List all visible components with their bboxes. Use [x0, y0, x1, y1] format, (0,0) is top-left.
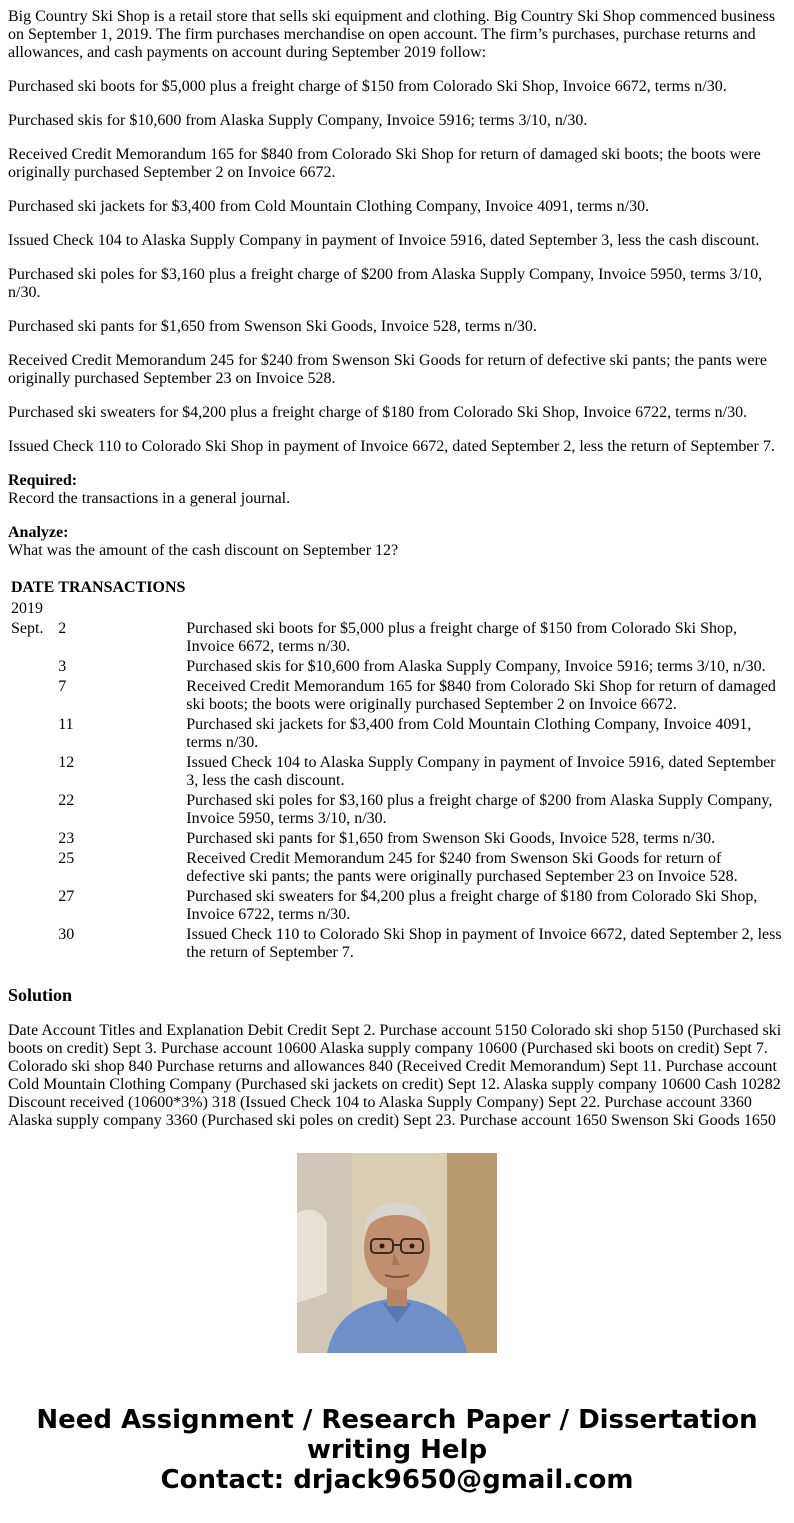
transaction-paragraph: Purchased ski pants for $1,650 from Swenson Ski Goods, Invoice 528, terms n/30. [8, 318, 537, 335]
solution-title: Solution [8, 985, 73, 1005]
required-section [8, 472, 786, 508]
day-cell: 12 [58, 754, 75, 771]
transaction-paragraph: Purchased ski jackets for $3,400 from Cold Mountain Clothing Company, Invoice 4091, terms n/30. [8, 198, 650, 215]
description-cell: Purchased ski sweaters for $4,200 plus a freight charge of $180 from Colorado Ski Shop, Invoice 6722, terms n/30. [186, 888, 758, 923]
transaction-paragraph: Received Credit Memorandum 245 for $240 from Swenson Ski Goods for return of defective ski pants; the pants were originally purchased September 23 on Invoice 528. [8, 352, 767, 387]
transaction-paragraph: Purchased ski boots for $5,000 plus a freight charge of $150 from Colorado Ski Shop, Invoice 6672, terms n/30. [8, 78, 727, 95]
description-cell: Purchased ski poles for $3,160 plus a freight charge of $200 from Alaska Supply Company, Invoice 5950, terms 3/10, n/30. [186, 792, 773, 827]
table-row [10, 620, 784, 656]
table-row [10, 792, 784, 828]
analyze-text: What was the amount of the cash discount on September 12? [8, 542, 399, 559]
table-row [10, 678, 784, 714]
table-row [10, 754, 784, 790]
date-header: DATE [11, 579, 55, 596]
author-avatar [297, 1153, 497, 1353]
day-cell: 27 [58, 888, 75, 905]
transaction-paragraph: Issued Check 104 to Alaska Supply Company in payment of Invoice 5916, dated September 3, less the cash discount. [8, 232, 760, 249]
table-header-row [10, 578, 784, 598]
month-cell: Sept. [11, 620, 44, 637]
day-cell: 30 [58, 926, 75, 943]
description-cell: Purchased skis for $10,600 from Alaska Supply Company, Invoice 5916; terms 3/10, n/30. [186, 658, 766, 675]
description-cell: Issued Check 104 to Alaska Supply Company in payment of Invoice 5916, dated September 3, less the cash discount. [186, 754, 776, 789]
document-body [8, 8, 786, 1129]
day-cell: 2 [58, 620, 67, 637]
table-row [10, 830, 784, 848]
intro-paragraph: Big Country Ski Shop is a retail store that sells ski equipment and clothing. Big Country Ski Shop commenced business on September 1, 2019. The firm purchases merchandise on open account. The firm’s purchases, purchase returns and allowances, and cash payments on account during September 2019 follow: [8, 8, 776, 61]
analyze-section [8, 524, 786, 560]
table-row [10, 926, 784, 962]
table-row [10, 658, 784, 676]
description-cell: Received Credit Memorandum 165 for $840 from Colorado Ski Shop for return of damaged ski boots; the boots were originally purchased September 2 on Invoice 6672. [186, 678, 776, 713]
transactions-table [8, 576, 786, 964]
day-cell: 11 [58, 716, 74, 733]
table-row [10, 850, 784, 886]
promo-contact: Contact: drjack9650@gmail.com [160, 1465, 634, 1495]
table-row [10, 716, 784, 752]
transaction-paragraph: Received Credit Memorandum 165 for $840 from Colorado Ski Shop for return of damaged ski boots; the boots were originally purchased September 2 on Invoice 6672. [8, 146, 761, 181]
transaction-paragraph: Purchased skis for $10,600 from Alaska Supply Company, Invoice 5916; terms 3/10, n/30. [8, 112, 588, 129]
promo-text [0, 1405, 794, 1495]
transaction-paragraph: Issued Check 110 to Colorado Ski Shop in payment of Invoice 6672, dated September 2, less the return of September 7. [8, 438, 775, 455]
promo-line-1: Need Assignment / Research Paper / Dissertation writing Help [36, 1405, 758, 1465]
description-cell: Issued Check 110 to Colorado Ski Shop in payment of Invoice 6672, dated September 2, less the return of September 7. [186, 926, 782, 961]
transactions-header: TRANSACTIONS [58, 579, 186, 596]
day-cell: 7 [58, 678, 67, 695]
transaction-paragraph: Purchased ski poles for $3,160 plus a freight charge of $200 from Alaska Supply Company, Invoice 5950, terms 3/10, n/30. [8, 266, 763, 301]
solution-text: Date Account Titles and Explanation Debit Credit Sept 2. Purchase account 5150 Colorado ski shop 5150 (Purchased ski boots on credit) Sept 3. Purchase account 10600 Alaska supply company 10600 (Purchased ski boots on credit) Sept 7. Colorado ski shop 840 Purchase returns and allowances 840 (Received Credit Memorandum) Sept 11. Purchase account Cold Mountain Clothing Company (Purchased ski jackets on credit) Sept 12. Alaska supply company 10600 Cash 10282 Discount received (10600*3%) 318 (Issued Check 104 to Alaska Supply Company) Sept 22. Purchase account 3360 Alaska supply company 3360 (Purchased ski poles on credit) Sept 23. Purchase account 1650 Swenson Ski Goods 1650 [8, 1022, 782, 1129]
description-cell: Purchased ski jackets for $3,400 from Cold Mountain Clothing Company, Invoice 4091, terms n/30. [186, 716, 752, 751]
required-label: Required: [8, 472, 78, 489]
year-cell: 2019 [11, 600, 43, 617]
day-cell: 23 [58, 830, 75, 847]
day-cell: 25 [58, 850, 75, 867]
day-cell: 22 [58, 792, 75, 809]
promo-section [0, 1148, 794, 1495]
required-text: Record the transactions in a general journal. [8, 490, 291, 507]
description-cell: Purchased ski pants for $1,650 from Swenson Ski Goods, Invoice 528, terms n/30. [186, 830, 716, 847]
day-cell: 3 [58, 658, 67, 675]
description-cell: Purchased ski boots for $5,000 plus a freight charge of $150 from Colorado Ski Shop, Invoice 6672, terms n/30. [186, 620, 738, 655]
avatar-portrait-icon [297, 1153, 497, 1353]
table-row [10, 888, 784, 924]
table-row [10, 600, 784, 618]
transaction-paragraph: Purchased ski sweaters for $4,200 plus a freight charge of $180 from Colorado Ski Shop, Invoice 6722, terms n/30. [8, 404, 748, 421]
analyze-label: Analyze: [8, 524, 69, 541]
description-cell: Received Credit Memorandum 245 for $240 from Swenson Ski Goods for return of defective ski pants; the pants were originally purchased September 23 on Invoice 528. [186, 850, 738, 885]
